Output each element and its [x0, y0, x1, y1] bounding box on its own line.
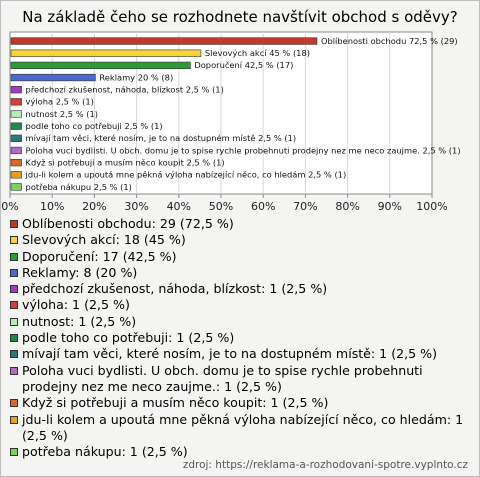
bar-label: potřeba nákupu 2,5 % (1): [25, 181, 132, 192]
legend-swatch: [10, 269, 18, 277]
x-tick-label: 60%: [250, 200, 276, 213]
legend-label: podle toho co potřebuji: 1 (2,5 %): [22, 330, 235, 346]
legend-label: Slevových akcí: 18 (45 %): [22, 232, 186, 248]
bar: [11, 184, 22, 191]
bar: [11, 135, 22, 142]
legend-label: Oblíbenosti obchodu: 29 (72,5 %): [22, 216, 234, 231]
bar-label: předchozí zkušenost, náhoda, blízkost 2,5 % (1): [25, 84, 224, 95]
legend-item: [10, 281, 472, 297]
legend-swatch: [10, 416, 18, 424]
bar: [11, 74, 95, 81]
legend-label: Když si potřebuji a musím něco koupit: 1 (2,5 %): [22, 395, 329, 411]
x-tick-label: 0%: [1, 200, 19, 213]
legend-label: Doporučení: 17 (42,5 %): [22, 248, 177, 264]
legend-label: potřeba nákupu: 1 (2,5 %): [22, 444, 188, 460]
legend-item: [10, 216, 472, 232]
x-tick-label: 90%: [377, 200, 403, 213]
bar-label: Doporučení 42,5 % (17): [194, 60, 294, 71]
legend-swatch: [10, 367, 18, 375]
bar: [11, 50, 201, 57]
legend-item: [10, 395, 472, 411]
bar: [11, 38, 317, 45]
x-tick-label: 80%: [335, 200, 360, 213]
legend-item: [10, 297, 472, 313]
legend-swatch: [10, 301, 18, 309]
legend-item: [10, 314, 472, 330]
legend-label: Poloha vuci bydlisti. U obch. domu je to spise rychle probehnuti prodejny nez me neco zaujme.: 1 (2,5 %): [22, 362, 423, 394]
x-tick-label: 20%: [82, 200, 107, 213]
legend-label: Reklamy: 8 (20 %): [22, 264, 138, 280]
legend-item: [10, 346, 472, 362]
bar-label: Poloha vuci bydlisti. U obch. domu je to spise rychle probehnuti prodejny nez me neco zaujme. 2,5 % (1): [25, 145, 461, 156]
bar: [11, 99, 22, 106]
bar-chart: [0, 0, 480, 216]
bar-label: nutnost 2,5 % (1): [25, 108, 98, 119]
bar-label: Když si potřebuji a musím něco koupit 2,5 % (1): [25, 157, 225, 168]
bar-label: jdu-li kolem a upoutá mne pěkná výloha nabízející něco, co hledám 2,5 % (1): [25, 169, 347, 180]
legend-swatch: [10, 253, 18, 261]
bar-label: podle toho co potřebuji 2,5 % (1): [25, 120, 163, 131]
x-tick-label: 10%: [39, 200, 65, 213]
bar-label: výloha 2,5 % (1): [25, 96, 94, 107]
legend-swatch: [10, 318, 18, 326]
legend-item: [10, 444, 472, 460]
legend-label: nutnost: 1 (2,5 %): [22, 313, 137, 329]
x-tick-label: 40%: [166, 200, 192, 213]
bar-label: Slevových akcí 45 % (18): [204, 48, 310, 59]
legend-swatch: [10, 334, 18, 342]
legend-swatch: [10, 399, 18, 407]
chart-title: Na základě čeho se rozhodnete navštívit obchod s oděvy?: [22, 8, 458, 26]
legend-label: předchozí zkušenost, náhoda, blízkost: 1 (2,5 %): [22, 281, 328, 297]
legend-swatch: [10, 350, 18, 358]
bar: [11, 147, 22, 154]
bar: [11, 86, 22, 93]
legend-item: [10, 249, 472, 265]
bar-label: Oblíbenosti obchodu 72,5 % (29): [320, 35, 458, 46]
source-note: zdroj: https://reklama-a-rozhodovani-spotre.vyplnto.cz: [182, 459, 468, 471]
bar: [11, 62, 190, 69]
bar: [11, 159, 22, 166]
bar-label: Reklamy 20 % (8): [99, 72, 174, 83]
bar-label: mívají tam věci, které nosím, je to na dostupném místě 2,5 % (1): [25, 133, 297, 144]
legend-swatch: [10, 285, 18, 293]
legend-label: výloha: 1 (2,5 %): [22, 297, 130, 313]
legend-item: [10, 232, 472, 248]
legend-item: [10, 330, 472, 346]
bar: [11, 111, 22, 118]
legend-item: [10, 412, 472, 445]
x-tick-label: 100%: [416, 200, 448, 213]
bar: [11, 123, 22, 130]
chart-legend: [10, 216, 472, 460]
legend-item: [10, 363, 472, 396]
legend-swatch: [10, 236, 18, 244]
bar: [11, 171, 22, 178]
x-tick-label: 30%: [124, 200, 149, 213]
legend-label: jdu-li kolem a upoutá mne pěkná výloha nabízející něco, co hledám: 1 (2,5 %): [22, 411, 464, 443]
legend-swatch: [10, 448, 18, 456]
x-tick-label: 50%: [208, 200, 234, 213]
legend-item: [10, 265, 472, 281]
x-tick-label: 70%: [293, 200, 318, 213]
legend-label: mívají tam věci, které nosím, je to na dostupném místě: 1 (2,5 %): [22, 346, 438, 362]
legend-swatch: [10, 220, 18, 228]
